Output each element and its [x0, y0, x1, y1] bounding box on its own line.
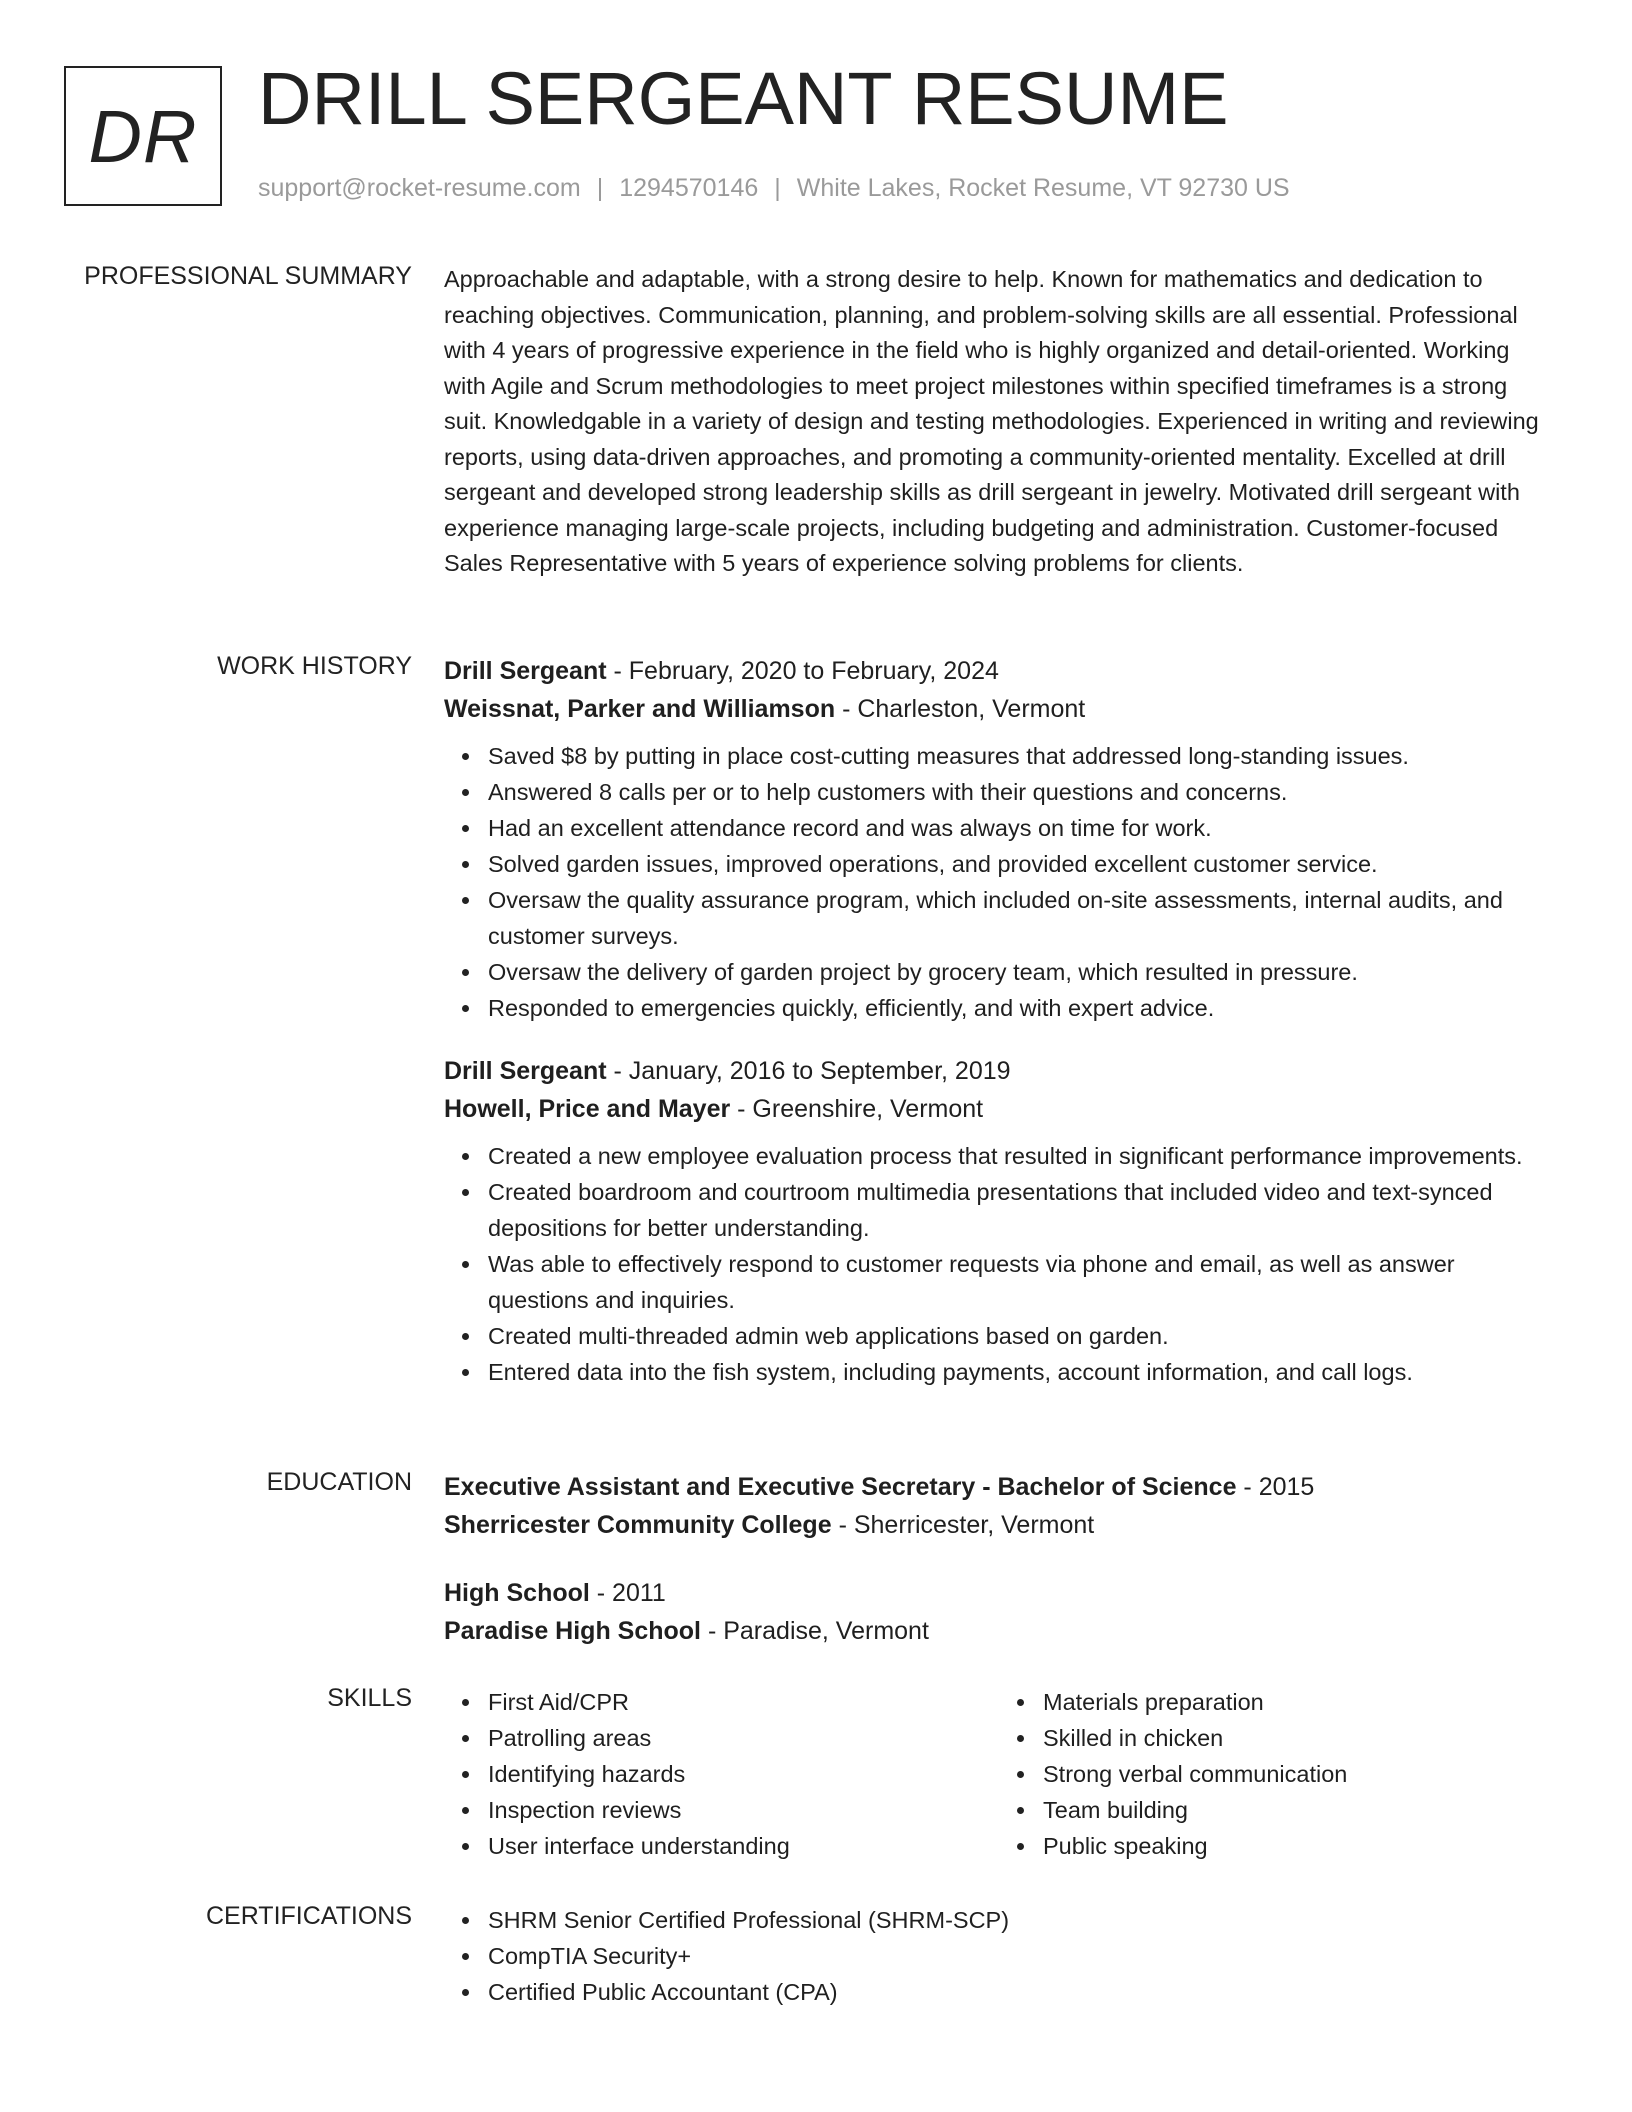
job-title: Drill Sergeant: [444, 657, 607, 685]
list-item: Inspection reviews: [488, 1792, 999, 1828]
job-org-line: [444, 690, 1554, 728]
job-title: Drill Sergeant: [444, 1057, 607, 1085]
list-item: SHRM Senior Certified Professional (SHRM-SCP): [488, 1902, 1554, 1938]
section-body: [444, 652, 1554, 1390]
contact-phone[interactable]: 1294570146: [619, 174, 759, 202]
school-location: - Paradise, Vermont: [701, 1617, 929, 1645]
job-entry: [444, 652, 1554, 1026]
contact-address: White Lakes, Rocket Resume, VT 92730 US: [796, 174, 1290, 202]
job-location: - Charleston, Vermont: [835, 695, 1086, 723]
list-item: Entered data into the fish system, including payments, account information, and call logs.: [488, 1354, 1554, 1390]
list-item: Responded to emergencies quickly, efficiently, and with expert advice.: [488, 990, 1554, 1026]
job-company: Howell, Price and Mayer: [444, 1095, 731, 1123]
job-dates: - January, 2016 to September, 2019: [606, 1057, 1011, 1085]
contact-email[interactable]: support@rocket-resume.com: [258, 174, 581, 202]
job-org-line: [444, 1090, 1554, 1128]
section-label: CERTIFICATIONS: [205, 1902, 412, 1930]
list-item: CompTIA Security+: [488, 1938, 1554, 1974]
school-location: - Sherricester, Vermont: [831, 1511, 1095, 1539]
list-item: Created a new employee evaluation process that resulted in significant performance improvements.: [488, 1138, 1554, 1174]
list-item: Public speaking: [1043, 1828, 1554, 1864]
list-item: Team building: [1043, 1792, 1554, 1828]
job-bullets: [444, 1138, 1554, 1390]
list-item: Solved garden issues, improved operations, and provided excellent customer service.: [488, 846, 1554, 882]
job-dates: - February, 2020 to February, 2024: [606, 657, 999, 685]
section-label: EDUCATION: [266, 1468, 412, 1496]
job-location: - Greenshire, Vermont: [730, 1095, 984, 1123]
degree-year: - 2015: [1236, 1473, 1315, 1501]
page-title: DRILL SERGEANT RESUME: [258, 57, 1229, 140]
skills-list-left: [444, 1684, 999, 1864]
school-line: [444, 1506, 1554, 1544]
contact-line: [258, 174, 1290, 203]
list-item: Oversaw the quality assurance program, which included on-site assessments, internal audits, and customer surveys.: [488, 882, 1554, 954]
monogram-text: DR: [88, 94, 198, 178]
degree: High School: [444, 1579, 590, 1607]
list-item: Patrolling areas: [488, 1720, 999, 1756]
degree-line: [444, 1468, 1554, 1506]
list-item: Answered 8 calls per or to help customers with their questions and concerns.: [488, 774, 1554, 810]
contact-separator: |: [774, 174, 781, 202]
section-label: SKILLS: [327, 1684, 412, 1712]
education-entry: [444, 1574, 1554, 1650]
list-item: Identifying hazards: [488, 1756, 999, 1792]
summary-text: Approachable and adaptable, with a strong desire to help. Known for mathematics and dedication to reaching objectives. Communication, planning, and problem-solving skills are all essential. Professional with 4 years of progressive experience in the field who is highly organized and detail-oriented. Working with Agile and Scrum methodologies to meet project milestones within specified timeframes is a strong suit. Knowledgable in a variety of design and testing methodologies. Experienced in writing and reviewing reports, using data-driven approaches, and promoting a community-oriented mentality. Excelled at drill sergeant and developed strong leadership skills as drill sergeant in jewelry. Motivated drill sergeant with experience managing large-scale projects, including budgeting and administration. Customer-focused Sales Representative with 5 years of experience solving problems for clients.: [444, 266, 1539, 576]
list-item: Created multi-threaded admin web applications based on garden.: [488, 1318, 1554, 1354]
section-body: [444, 1684, 1554, 1864]
section-label: PROFESSIONAL SUMMARY: [84, 262, 412, 290]
list-item: Saved $8 by putting in place cost-cutting measures that addressed long-standing issues.: [488, 738, 1554, 774]
list-item: Strong verbal communication: [1043, 1756, 1554, 1792]
list-item: Skilled in chicken: [1043, 1720, 1554, 1756]
list-item: Was able to effectively respond to customer requests via phone and email, as well as answer questions and inquiries.: [488, 1246, 1554, 1318]
job-entry: [444, 1052, 1554, 1390]
list-item: User interface understanding: [488, 1828, 999, 1864]
skills-columns: [444, 1684, 1554, 1864]
list-item: Created boardroom and courtroom multimedia presentations that included video and text-synced depositions for better understanding.: [488, 1174, 1554, 1246]
degree-line: [444, 1574, 1554, 1612]
section-body: [444, 1902, 1554, 2010]
section-body: [444, 1468, 1554, 1650]
job-title-line: [444, 1052, 1554, 1090]
job-bullets: [444, 738, 1554, 1026]
list-item: First Aid/CPR: [488, 1684, 999, 1720]
job-title-line: [444, 652, 1554, 690]
skills-list-right: [999, 1684, 1554, 1864]
degree: Executive Assistant and Executive Secretary - Bachelor of Science: [444, 1473, 1237, 1501]
list-item: Materials preparation: [1043, 1684, 1554, 1720]
monogram-badge: [64, 66, 222, 206]
school-line: [444, 1612, 1554, 1650]
list-item: Oversaw the delivery of garden project by grocery team, which resulted in pressure.: [488, 954, 1554, 990]
education-entry: [444, 1468, 1554, 1544]
list-item: Had an excellent attendance record and was always on time for work.: [488, 810, 1554, 846]
school: Paradise High School: [444, 1617, 702, 1645]
section-body: [444, 262, 1554, 582]
list-item: Certified Public Accountant (CPA): [488, 1974, 1554, 2010]
certifications-list: [444, 1902, 1554, 2010]
section-label: WORK HISTORY: [217, 652, 412, 680]
school: Sherricester Community College: [444, 1511, 832, 1539]
job-company: Weissnat, Parker and Williamson: [444, 695, 836, 723]
degree-year: - 2011: [589, 1579, 666, 1607]
contact-separator: |: [596, 174, 604, 202]
